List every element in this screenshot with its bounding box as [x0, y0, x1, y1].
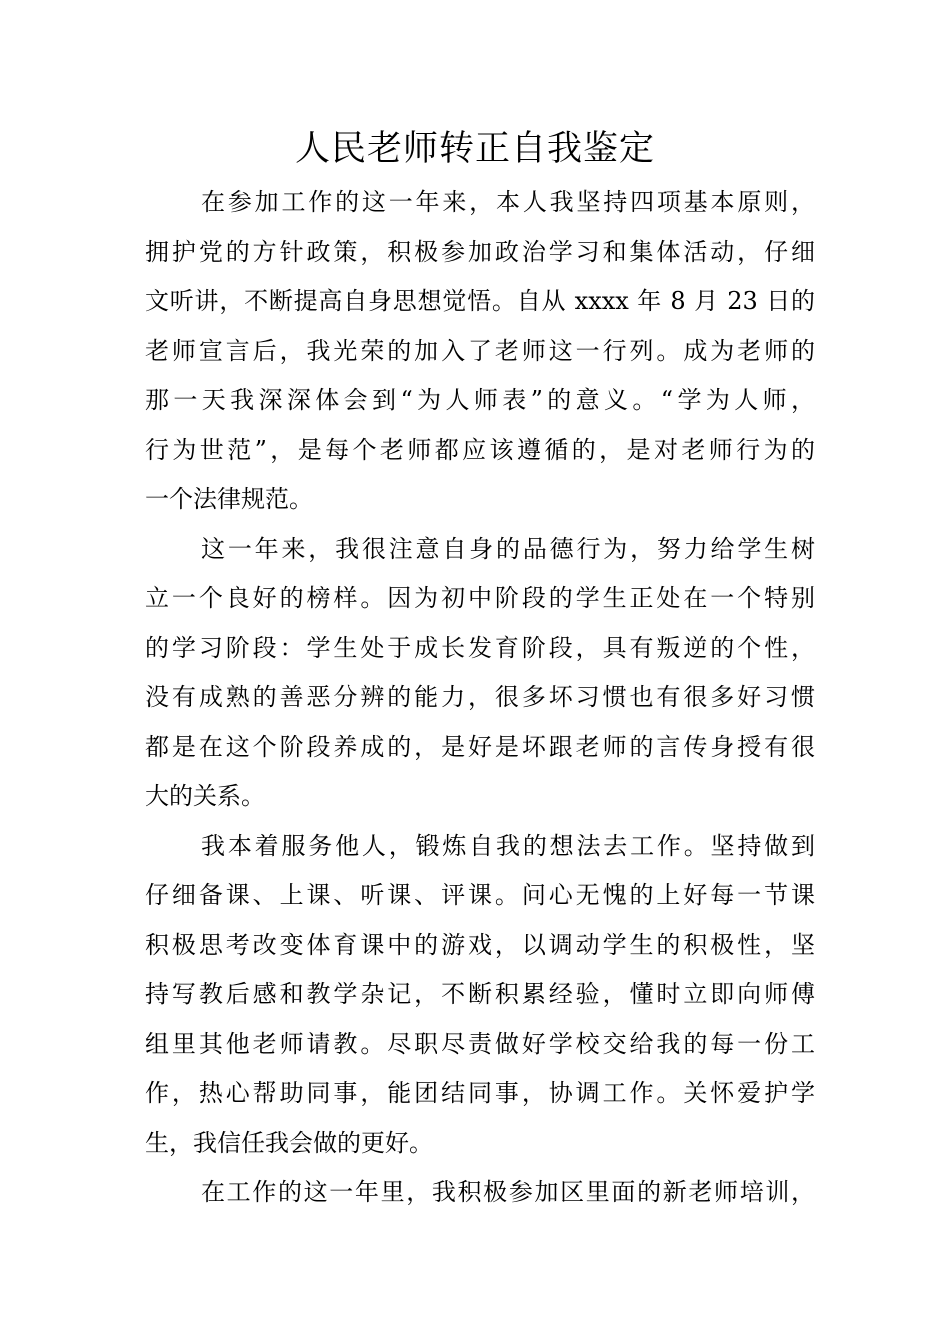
paragraph-3: [145, 822, 815, 1169]
document-body: [145, 178, 815, 1218]
paragraph-line: 老师宣言后，我光荣的加入了老师这一行列。成为老师的: [145, 336, 815, 365]
paragraph-1: [145, 178, 815, 525]
paragraph-line: 都是在这个阶段养成的，是好是坏跟老师的言传身授有很: [145, 732, 815, 761]
paragraph-line: 这一年来，我很注意自身的品德行为，努力给学生树: [201, 534, 815, 563]
paragraph-line: 积极思考改变体育课中的游戏，以调动学生的积极性，坚: [145, 930, 815, 959]
paragraph-line: 组里其他老师请教。尽职尽责做好学校交给我的每一份工: [145, 1029, 815, 1058]
paragraph-line: 在参加工作的这一年来，本人我坚持四项基本原则，: [201, 188, 815, 216]
paragraph-line: 那一天我深深体会到“为人师表”的意义。“学为人师，: [145, 386, 815, 414]
paragraph-line: 生，我信任我会做的更好。: [145, 1128, 433, 1157]
paragraph-line: 一个法律规范。: [145, 485, 313, 513]
paragraph-line: 立一个良好的榜样。因为初中阶段的学生正处在一个特别: [145, 584, 815, 612]
paragraph-4: [145, 1168, 815, 1218]
paragraph-line: 在工作的这一年里，我积极参加区里面的新老师培训，: [201, 1178, 815, 1206]
paragraph-line: 拥护党的方针政策，积极参加政治学习和集体活动，仔细: [145, 237, 815, 266]
paragraph-line: 文听讲，不断提高自身思想觉悟。自从 xxxx 年 8 月 23 日的: [145, 287, 815, 315]
paragraph-line: 仔细备课、上课、听课、评课。问心无愧的上好每一节课: [145, 881, 815, 909]
paragraph-line: 大的关系。: [145, 782, 265, 810]
paragraph-2: [145, 525, 815, 822]
document-title: 人民老师转正自我鉴定: [294, 129, 655, 169]
paragraph-line: 我本着服务他人，锻炼自我的想法去工作。坚持做到: [201, 831, 815, 860]
paragraph-line: 作，热心帮助同事，能团结同事，协调工作。关怀爱护学: [145, 1079, 815, 1107]
paragraph-line: 行为世范”，是每个老师都应该遵循的，是对老师行为的: [145, 435, 815, 464]
paragraph-line: 的学习阶段：学生处于成长发育阶段，具有叛逆的个性，: [145, 633, 815, 662]
paragraph-line: 没有成熟的善恶分辨的能力，很多坏习惯也有很多好习惯: [145, 683, 815, 711]
paragraph-line: 持写教后感和教学杂记，不断积累经验，懂时立即向师傅: [145, 980, 815, 1008]
